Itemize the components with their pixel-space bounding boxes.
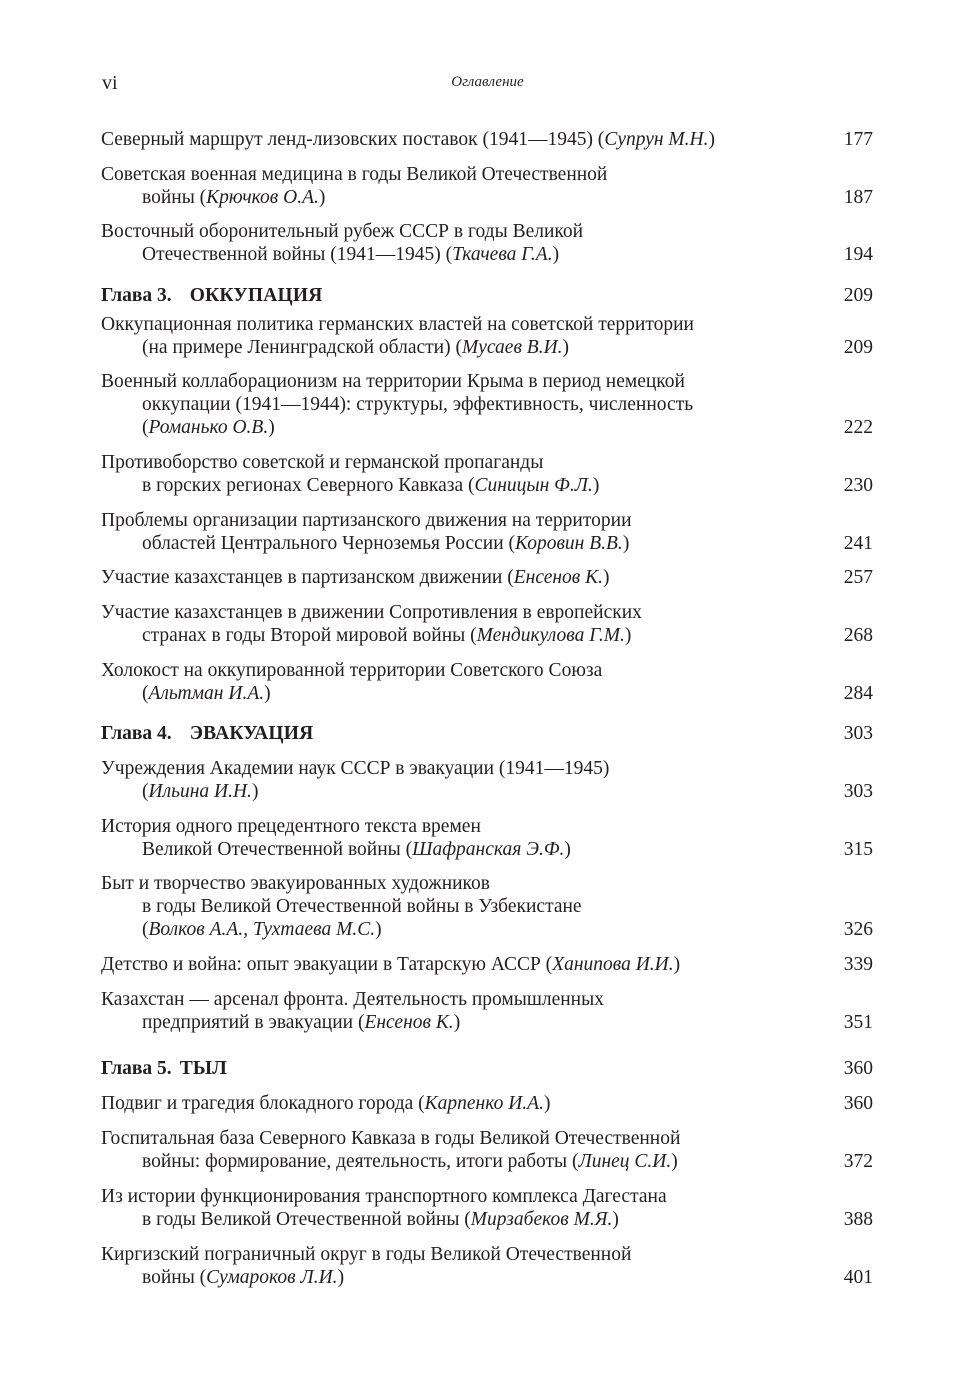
toc-entry[interactable] — [101, 1127, 873, 1173]
entry-title: Северный маршрут ленд-лизовских поставок (1941—1945) (Супрун М.Н.) — [101, 129, 715, 150]
entry-author: Романько О.В. — [148, 417, 269, 438]
page-number: vi — [102, 72, 118, 94]
entry-page: 268 — [843, 625, 873, 646]
entry-author: Волков А.А., Тухтаева М.С. — [148, 919, 376, 940]
entry-author: Ткачева Г.А. — [452, 244, 553, 265]
entry-page: 241 — [843, 533, 873, 554]
toc-entry[interactable] — [101, 1243, 873, 1289]
toc-entry[interactable] — [101, 601, 873, 647]
entry-author: Мендикулова Г.М. — [476, 625, 625, 646]
toc-entry[interactable] — [101, 659, 873, 705]
entry-author: Карпенко И.А. — [424, 1093, 544, 1114]
chapter-heading[interactable] — [101, 284, 873, 307]
entry-author: Крючков О.А. — [206, 187, 319, 208]
entry-title: Участие казахстанцев в партизанском движении (Енсенов К.) — [101, 567, 610, 588]
entry-author: Ханипова И.И. — [552, 954, 674, 975]
entry-title: История одного прецедентного текста времен Великой Отечественной войны (Шафранская Э.Ф.) — [101, 816, 571, 860]
entry-title: Киргизский пограничный округ в годы Великой Отечественной войны (Сумароков Л.И.) — [101, 1244, 632, 1288]
entry-page: 209 — [843, 337, 873, 358]
chapter-page: 360 — [843, 1058, 873, 1079]
toc-entry[interactable] — [101, 757, 873, 803]
entry-title: Проблемы организации партизанского движения на территории областей Центрального Черноземья России (Коровин В.В.) — [101, 510, 632, 554]
entry-title: Подвиг и трагедия блокадного города (Карпенко И.А.) — [101, 1093, 551, 1114]
toc-entry[interactable] — [101, 988, 873, 1034]
chapter-name: ЭВАКУАЦИЯ — [189, 723, 314, 744]
entry-title: Учреждения Академии наук СССР в эвакуации (1941—1945) (Ильина И.Н.) — [101, 758, 610, 802]
chapter-name: ТЫЛ — [179, 1058, 227, 1079]
toc-entry[interactable] — [101, 370, 873, 439]
entry-author: Линец С.И. — [578, 1151, 672, 1172]
entry-title: Восточный оборонительный рубеж СССР в годы Великой Отечественной войны (1941—1945) (Ткачева Г.А.) — [101, 221, 584, 265]
entry-page: 372 — [843, 1151, 873, 1172]
toc-entry[interactable] — [101, 451, 873, 497]
entry-title: Быт и творчество эвакуированных художников в годы Великой Отечественной войны в Узбекистане (Волков А.А., Тухтаева М.С.) — [101, 873, 582, 940]
running-head: Оглавление — [451, 74, 524, 90]
entry-page: 360 — [843, 1093, 873, 1114]
toc-entry[interactable] — [101, 128, 873, 151]
entry-title: Казахстан — арсенал фронта. Деятельность промышленных предприятий в эвакуации (Енсенов К.) — [101, 989, 604, 1033]
entry-page: 284 — [843, 683, 873, 704]
entry-title: Госпитальная база Северного Кавказа в годы Великой Отечественной войны: формирование, деятельность, итоги работы (Линец С.И.) — [101, 1128, 681, 1172]
entry-page: 177 — [843, 129, 873, 150]
toc-entry[interactable] — [101, 220, 873, 266]
toc-entry[interactable] — [101, 509, 873, 555]
toc-entry[interactable] — [101, 566, 873, 589]
chapter-page: 209 — [843, 285, 873, 306]
entry-title: Из истории функционирования транспортного комплекса Дагестана в годы Великой Отечественной войны (Мирзабеков М.Я.) — [101, 1186, 667, 1230]
entry-page: 303 — [843, 781, 873, 802]
entry-page: 222 — [843, 417, 873, 438]
entry-author: Супрун М.Н. — [604, 129, 709, 150]
entry-author: Енсенов К. — [513, 567, 603, 588]
entry-page: 194 — [843, 244, 873, 265]
entry-title: Оккупационная политика германских властей на советской территории (на примере Ленинградской области) (Мусаев В.И.) — [101, 314, 694, 358]
entry-author: Альтман И.А. — [148, 683, 265, 704]
chapter-number: Глава 5. — [101, 1058, 172, 1079]
toc-entry[interactable] — [101, 313, 873, 359]
toc-entry[interactable] — [101, 872, 873, 941]
entry-author: Сумароков Л.И. — [206, 1267, 338, 1288]
toc-entry[interactable] — [101, 1092, 873, 1115]
entry-author: Мирзабеков М.Я. — [470, 1209, 613, 1230]
entry-title: Противоборство советской и германской пропаганды в горских регионах Северного Кавказа (Синицын Ф.Л.) — [101, 452, 600, 496]
entry-page: 388 — [843, 1209, 873, 1230]
entry-page: 351 — [843, 1012, 873, 1033]
entry-author: Мусаев В.И. — [461, 337, 563, 358]
entry-title: Холокост на оккупированной территории Советского Союза (Альтман И.А.) — [101, 660, 603, 704]
entry-author: Шафранская Э.Ф. — [412, 839, 565, 860]
chapter-heading[interactable] — [101, 1057, 873, 1080]
entry-page: 326 — [843, 919, 873, 940]
entry-author: Коровин В.В. — [515, 533, 623, 554]
entry-page: 315 — [843, 839, 873, 860]
entry-page: 187 — [843, 187, 873, 208]
toc-entry[interactable] — [101, 953, 873, 976]
entry-author: Ильина И.Н. — [148, 781, 252, 802]
entry-title: Военный коллаборационизм на территории Крыма в период немецкой оккупации (1941—1944): структуры, эффективность, численность (Романько О.В.) — [101, 371, 694, 438]
toc-entry[interactable] — [101, 163, 873, 209]
entry-page: 401 — [843, 1267, 873, 1288]
entry-title: Участие казахстанцев в движении Сопротивления в европейских странах в годы Второй мировой войны (Мендикулова Г.М.) — [101, 602, 642, 646]
entry-title: Детство и война: опыт эвакуации в Татарскую АССР (Ханипова И.И.) — [101, 954, 681, 975]
entry-author: Енсенов К. — [364, 1012, 454, 1033]
entry-author: Синицын Ф.Л. — [474, 475, 593, 496]
chapter-page: 303 — [843, 723, 873, 744]
toc-entry[interactable] — [101, 815, 873, 861]
chapter-heading[interactable] — [101, 722, 873, 745]
entry-page: 257 — [843, 567, 873, 588]
toc-entry[interactable] — [101, 1185, 873, 1231]
entry-page: 230 — [843, 475, 873, 496]
chapter-number: Глава 4. — [101, 723, 172, 744]
entry-page: 339 — [843, 954, 873, 975]
chapter-number: Глава 3. — [101, 285, 172, 306]
entry-title: Советская военная медицина в годы Великой Отечественной войны (Крючков О.А.) — [101, 164, 608, 208]
chapter-name: ОККУПАЦИЯ — [189, 285, 323, 306]
